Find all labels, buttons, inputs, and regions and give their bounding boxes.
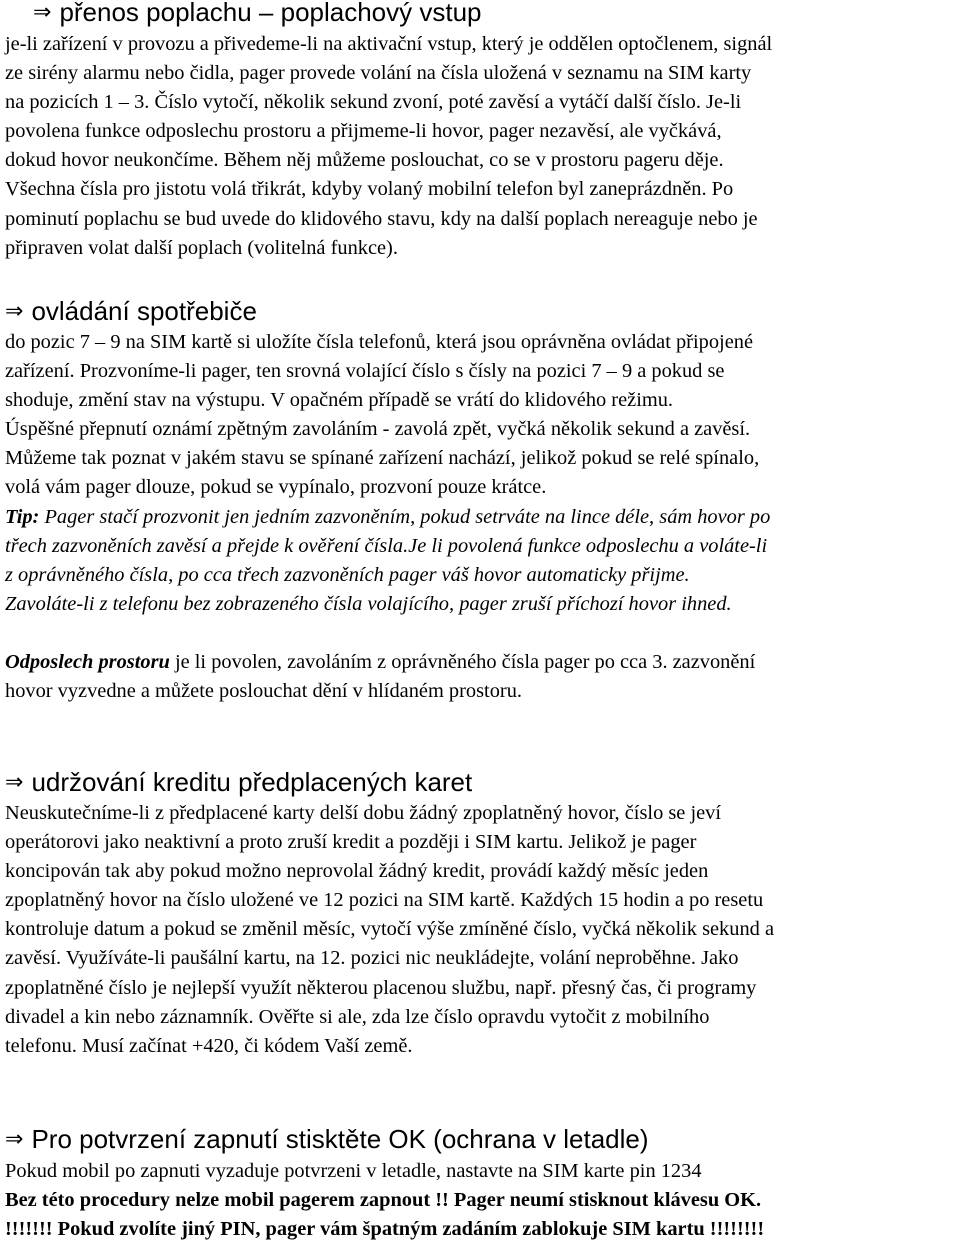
- text-line: Můžeme tak poznat v jakém stavu se spínané zařízení nachází, jelikož pokud se relé spínalo,: [5, 447, 760, 470]
- tip-line: Zavoláte-li z telefonu bez zobrazeného čísla volajícího, pager zruší příchozí hovor ihned.: [5, 592, 732, 615]
- text-line: zpoplatněný hovor na číslo uložené ve 12 pozici na SIM kartě. Každých 15 hodin a po resetu: [5, 889, 764, 912]
- credit-maintenance-body: [5, 799, 774, 1061]
- text-line: hovor vyzvedne a můžete poslouchat dění v hlídaném prostoru.: [5, 680, 522, 703]
- text-line: je-li zařízení v provozu a přivedeme-li na aktivační vstup, který je oddělen optočlenem, signál: [5, 33, 773, 55]
- section-heading: ⇒ Pro potvrzení zapnutí stisktěte OK (ochrana v letadle): [5, 1124, 649, 1154]
- section-ok-confirmation: [5, 1124, 649, 1157]
- text-line: kontroluje datum a pokud se změnil měsíc, vytočí výše zmíněné číslo, vyčká několik sekund a: [5, 918, 774, 941]
- double-arrow-icon: ⇒: [5, 770, 24, 795]
- ok-confirmation-body: [5, 1157, 764, 1244]
- text-line: Pokud mobil po zapnuti vyzaduje potvrzeni v letadle, nastavte na SIM karte pin 1234: [5, 1160, 702, 1182]
- tip-line: třech zazvoněních zavěsí a přejde k ověření čísla.Je li povolená funkce odposlechu a voláte-li: [5, 534, 768, 557]
- text-line: Všechna čísla pro jistotu volá třikrát, kdyby volaný mobilní telefon byl zaneprázdněn. Po: [5, 178, 734, 201]
- warning-line: !!!!!!! Pokud zvolíte jiný PIN, pager vám špatným zadáním zablokuje SIM kartu !!!!!!!!: [5, 1218, 765, 1241]
- text-line: povolena funkce odposlechu prostoru a přijmeme-li hovor, pager nezavěsí, ale vyčkává,: [5, 120, 722, 143]
- double-arrow-icon: ⇒: [33, 0, 52, 25]
- double-arrow-icon: ⇒: [5, 299, 24, 324]
- section-credit-maintenance: [5, 767, 472, 800]
- listen-paragraph: [5, 648, 755, 706]
- tip-line: z oprávněného čísla, po cca třech zazvoněních pager váš hovor automaticky přijme.: [5, 563, 690, 586]
- section-alarm-transfer: [5, 0, 482, 30]
- text-line: zpoplatněné číslo je nejlepší využít některou placenou službu, např. přesný čas, či programy: [5, 976, 757, 999]
- text-line: Úspěšné přepnutí oznámí zpětným zavoláním - zavolá zpět, vyčká několik sekund a zavěsí.: [5, 418, 751, 441]
- listen-label: Odposlech prostoru: [5, 651, 170, 673]
- text-line: divadel a kin nebo záznamník. Ověřte si ale, zda lze číslo opravdu vytočit z mobilního: [5, 1005, 710, 1028]
- double-arrow-icon: ⇒: [5, 1127, 24, 1152]
- text-line: dokud hovor neukončíme. Během něj můžeme poslouchat, co se v prostoru pageru děje.: [5, 149, 724, 172]
- section-appliance-control: [5, 296, 257, 329]
- section-heading: ⇒ udržování kreditu předplacených karet: [5, 767, 473, 797]
- text-line: zařízení. Prozvoníme-li pager, ten srovná volající číslo s čísly na pozici 7 – 9 a pokud se: [5, 360, 725, 383]
- text-line: koncipován tak aby pokud možno neprovolal žádný kredit, provádí každý měsíc jeden: [5, 860, 709, 883]
- text-line: operátorovi jako neaktivní a proto zruší kredit a později i SIM kartu. Jelikož je pager: [5, 831, 697, 854]
- text-line: pominutí poplachu se bud uvede do klidového stavu, kdy na další poplach nereaguje nebo je: [5, 207, 758, 230]
- tip-label: Tip:: [5, 505, 40, 528]
- tip-line: Tip: Pager stačí prozvonit jen jedním zazvoněním, pokud setrváte na lince déle, sám hovor po: [5, 505, 771, 528]
- section-heading: ⇒ ovládání spotřebiče: [5, 296, 257, 326]
- text-line: Odposlech prostoru je li povolen, zavoláním z oprávněného čísla pager po cca 3. zazvonění: [5, 651, 756, 673]
- text-line: Neuskutečníme-li z předplacené karty delší dobu žádný zpoplatněný hovor, číslo se jeví: [5, 802, 722, 824]
- text-line: volá vám pager dlouze, pokud se vypínalo, prozvoní pouze krátce.: [5, 476, 547, 499]
- warning-line: Bez této procedury nelze mobil pagerem zapnout !! Pager neumí stisknout klávesu OK.: [5, 1189, 762, 1212]
- appliance-control-body: [5, 328, 770, 619]
- text-line: telefonu. Musí začínat +420, či kódem Vaší země.: [5, 1034, 413, 1057]
- text-line: na pozicích 1 – 3. Číslo vytočí, několik sekund zvoní, poté zavěsí a vytáčí další číslo. Je-li: [5, 91, 742, 114]
- text-line: do pozic 7 – 9 na SIM kartě si uložíte čísla telefonů, která jsou oprávněna ovládat připojené: [5, 331, 753, 353]
- text-line: zavěsí. Využíváte-li paušální kartu, na 12. pozici nic neukládejte, volání neproběhne. Jako: [5, 947, 739, 970]
- text-line: ze sirény alarmu nebo čidla, pager provede volání na čísla uložená v seznamu na SIM karty: [5, 62, 752, 85]
- alarm-transfer-body: [5, 30, 772, 263]
- section-heading: ⇒ přenos poplachu – poplachový vstup: [33, 0, 482, 27]
- text-line: připraven volat další poplach (volitelná funkce).: [5, 236, 398, 259]
- text-line: shoduje, změní stav na výstupu. V opačném případě se vrátí do klidového režimu.: [5, 389, 674, 412]
